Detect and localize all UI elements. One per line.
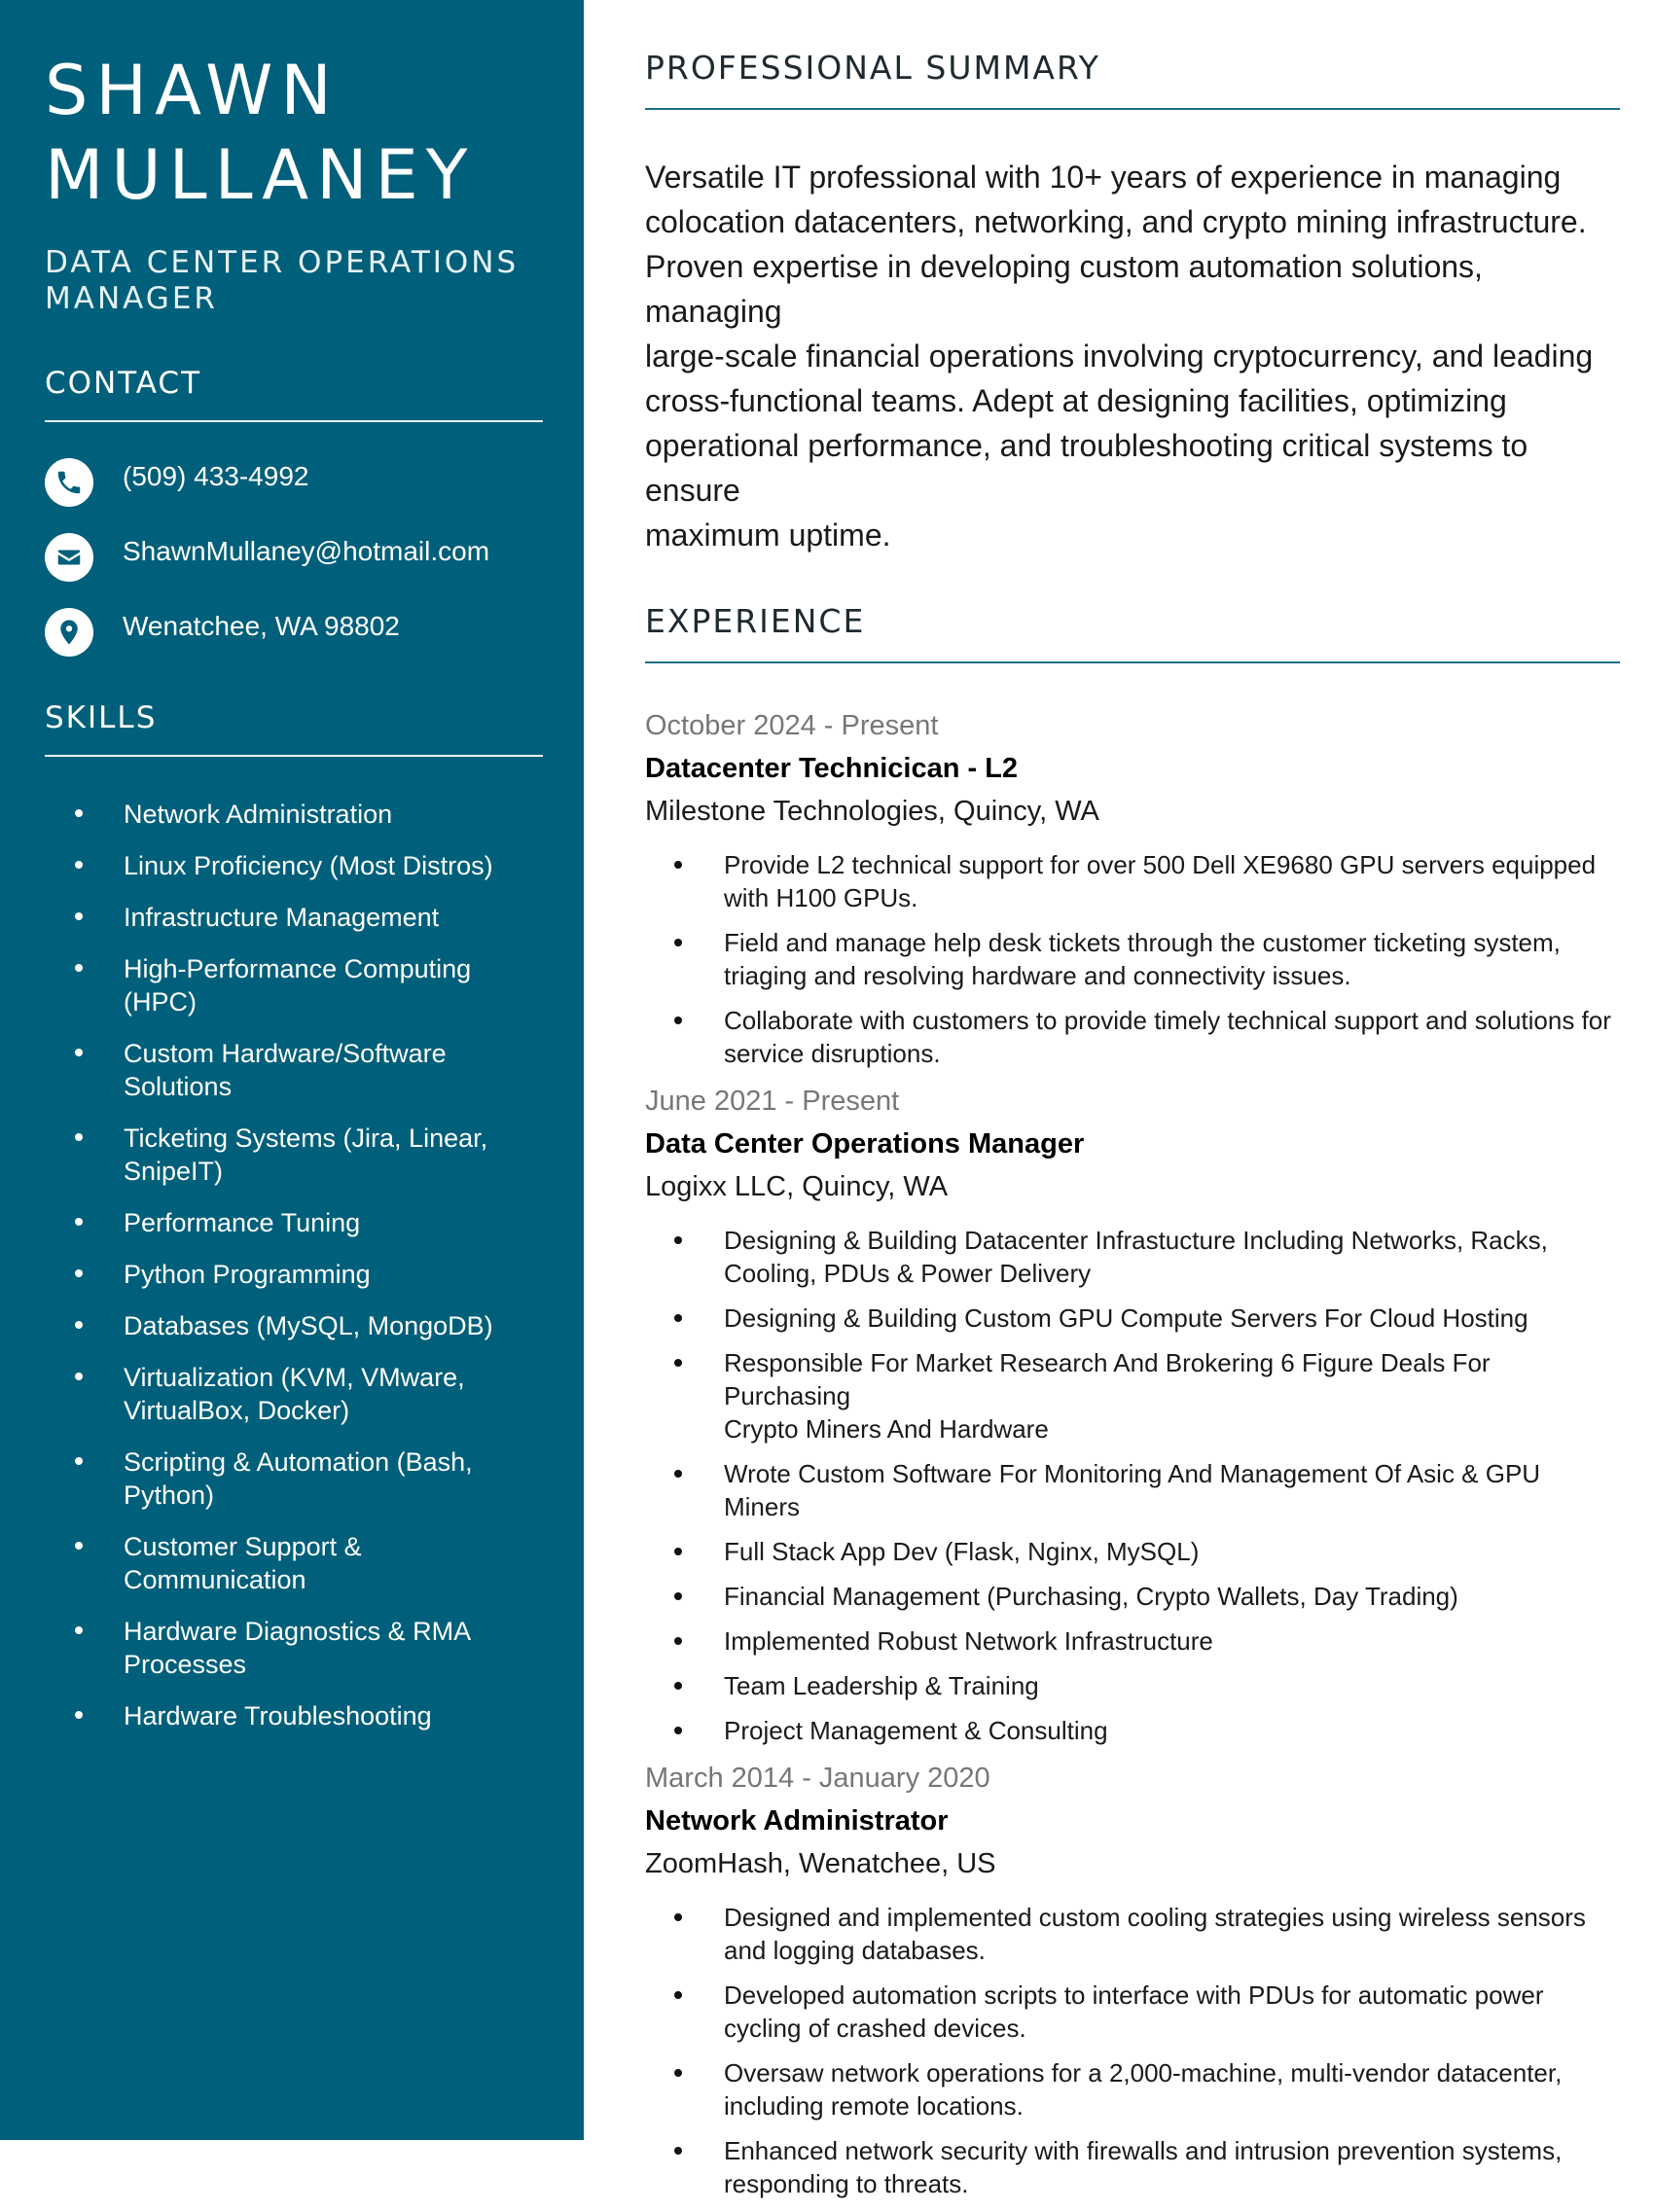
email-address: ShawnMullaney@hotmail.com [123, 536, 490, 566]
job-bullet [645, 1979, 1620, 2045]
bullet-text: and logging databases. [724, 1936, 986, 1965]
job-bullets [645, 848, 1620, 1070]
bullet-icon [674, 1913, 682, 1921]
skill-item [45, 952, 543, 1018]
bullet-text: Crypto Miners And Hardware [724, 1414, 1049, 1444]
skill-item [45, 1309, 543, 1342]
job-company: Milestone Technologies, Quincy, WA [645, 796, 1099, 827]
job-entry [645, 706, 1620, 1070]
bullet-text: including remote locations. [724, 2091, 1024, 2121]
location-text: Wenatchee, WA 98802 [123, 611, 400, 641]
job-date: March 2014 - January 2020 [645, 1763, 990, 1794]
summary-line: maximum uptime. [645, 517, 891, 553]
bullet-text: Provide L2 technical support for over 500 Dell XE9680 GPU servers equipped [724, 850, 1597, 879]
skill-text: Network Administration [124, 800, 393, 829]
summary-line: large-scale financial operations involving cryptocurrency, and leading [645, 339, 1594, 374]
job-bullet [645, 1535, 1620, 1568]
bullet-text: Wrote Custom Software For Monitoring And Management Of Asic & GPU Miners [724, 1459, 1541, 1521]
job-bullet [645, 1346, 1620, 1445]
bullet-icon [674, 1359, 682, 1367]
job-bullet [645, 1901, 1620, 1967]
sidebar [0, 0, 584, 2140]
contact-list [45, 459, 543, 656]
skill-text: Virtualization (KVM, VMware, [124, 1363, 465, 1392]
job-company: ZoomHash, Wenatchee, US [645, 1848, 996, 1879]
bullet-icon [75, 1626, 83, 1634]
bullet-icon [674, 2147, 682, 2155]
skill-text: Ticketing Systems (Jira, Linear, [124, 1124, 488, 1153]
contact-heading: CONTACT [45, 366, 543, 422]
candidate-name [45, 49, 543, 218]
skill-text: Hardware Diagnostics & RMA [124, 1617, 472, 1646]
skill-item [45, 1206, 543, 1239]
bullet-text: Responsible For Market Research And Brokering 6 Figure Deals For Purchasing [724, 1348, 1491, 1410]
skill-text: Solutions [124, 1072, 233, 1101]
bullet-text: Developed automation scripts to interface with PDUs for automatic power [724, 1980, 1544, 2010]
bullet-icon [674, 1236, 682, 1244]
skill-item [45, 901, 543, 934]
bullet-icon [75, 1321, 83, 1329]
skill-item [45, 798, 543, 831]
job-bullets [645, 1901, 1620, 2200]
bullet-text: Designing & Building Custom GPU Compute Servers For Cloud Hosting [724, 1303, 1528, 1333]
location-icon [45, 608, 93, 657]
skills-list [45, 798, 543, 1732]
contact-email [45, 534, 543, 581]
job-bullet [645, 2134, 1620, 2200]
bullet-icon [75, 964, 83, 972]
skill-text: VirtualBox, Docker) [124, 1396, 350, 1425]
bullet-icon [674, 1548, 682, 1555]
skill-text: Processes [124, 1650, 247, 1679]
summary-line: cross-functional teams. Adept at designing facilities, optimizing [645, 383, 1507, 418]
summary-line: Versatile IT professional with 10+ years of experience in managing [645, 160, 1562, 195]
professional-summary [645, 155, 1620, 557]
job-date: June 2021 - Present [645, 1086, 900, 1117]
summary-line: operational performance, and troubleshooting critical systems to ensure [645, 428, 1528, 508]
skill-item [45, 1699, 543, 1732]
skill-text: Hardware Troubleshooting [124, 1701, 432, 1730]
bullet-text: service disruptions. [724, 1039, 941, 1068]
skill-item [45, 1122, 543, 1188]
job-bullet [645, 1624, 1620, 1658]
bullet-icon [674, 1592, 682, 1600]
bullet-icon [674, 1727, 682, 1734]
bullet-text: cycling of crashed devices. [724, 2014, 1026, 2043]
bullet-icon [75, 809, 83, 817]
job-title-line: MANAGER [45, 281, 218, 316]
job-role: Network Administrator [645, 1805, 949, 1837]
first-name: SHAWN [45, 51, 340, 130]
bullet-text: Team Leadership & Training [724, 1671, 1039, 1700]
skill-text: Linux Proficiency (Most Distros) [124, 851, 493, 880]
job-bullet [645, 1714, 1620, 1747]
skill-text: Python) [124, 1481, 215, 1510]
bullet-text: Enhanced network security with firewalls and intrusion prevention systems, [724, 2136, 1563, 2165]
bullet-icon [75, 1711, 83, 1719]
bullet-icon [674, 1017, 682, 1024]
bullet-icon [674, 861, 682, 869]
skill-text: Databases (MySQL, MongoDB) [124, 1311, 493, 1340]
bullet-icon [75, 861, 83, 869]
bullet-icon [674, 939, 682, 946]
phone-icon [45, 458, 93, 507]
contact-phone [45, 459, 543, 506]
job-bullet [645, 1669, 1620, 1702]
job-entry [645, 1759, 1620, 2200]
skill-text: High-Performance Computing (HPC) [124, 954, 472, 1017]
job-bullets [645, 1224, 1620, 1747]
bullet-text: responding to threats. [724, 2169, 969, 2198]
bullet-icon [674, 2069, 682, 2077]
experience-heading: EXPERIENCE [645, 602, 1620, 663]
job-entry [645, 1082, 1620, 1747]
bullet-icon [75, 1269, 83, 1277]
contact-location [45, 609, 543, 656]
job-bullet [645, 1302, 1620, 1335]
bullet-text: triaging and resolving hardware and connectivity issues. [724, 961, 1351, 990]
skill-text: Scripting & Automation (Bash, [124, 1447, 473, 1477]
job-company: Logixx LLC, Quincy, WA [645, 1171, 949, 1202]
bullet-icon [75, 1133, 83, 1141]
job-bullet [645, 1224, 1620, 1290]
summary-line: Proven expertise in developing custom automation solutions, managing [645, 249, 1483, 329]
bullet-icon [674, 1637, 682, 1645]
job-bullet [645, 926, 1620, 992]
bullet-icon [75, 912, 83, 920]
skill-item [45, 1361, 543, 1427]
bullet-text: Implemented Robust Network Infrastructure [724, 1626, 1213, 1656]
skill-text: Performance Tuning [124, 1208, 361, 1237]
main-content [645, 49, 1620, 2212]
job-bullet [645, 848, 1620, 914]
skill-text: Python Programming [124, 1260, 371, 1289]
bullet-icon [75, 1373, 83, 1380]
bullet-text: Cooling, PDUs & Power Delivery [724, 1259, 1092, 1288]
job-title [45, 245, 543, 317]
job-bullet [645, 1457, 1620, 1523]
skills-heading: SKILLS [45, 700, 543, 757]
skill-text: Custom Hardware/Software [124, 1039, 447, 1068]
job-title-line: DATA CENTER OPERATIONS [45, 245, 520, 280]
email-icon [45, 533, 93, 582]
skill-item [45, 1037, 543, 1103]
bullet-icon [674, 1991, 682, 1999]
bullet-text: Collaborate with customers to provide timely technical support and solutions for [724, 1006, 1611, 1035]
job-date: October 2024 - Present [645, 710, 939, 741]
experience-list [645, 706, 1620, 2200]
skill-item [45, 1445, 543, 1512]
skill-text: SnipeIT) [124, 1157, 224, 1186]
bullet-text: Designing & Building Datacenter Infrastucture Including Networks, Racks, [724, 1226, 1548, 1255]
bullet-icon [75, 1218, 83, 1226]
skill-text: Customer Support & Communication [124, 1532, 362, 1594]
phone-number: (509) 433-4992 [123, 461, 309, 491]
job-bullet [645, 1580, 1620, 1613]
bullet-icon [674, 1470, 682, 1478]
skill-item [45, 1530, 543, 1596]
last-name: MULLANEY [45, 135, 476, 215]
job-bullet [645, 2056, 1620, 2123]
bullet-icon [674, 1314, 682, 1322]
summary-line: colocation datacenters, networking, and crypto mining infrastructure. [645, 204, 1587, 239]
bullet-icon [75, 1542, 83, 1550]
bullet-text: Designed and implemented custom cooling strategies using wireless sensors [724, 1903, 1586, 1932]
job-role: Datacenter Technicican - L2 [645, 753, 1019, 784]
bullet-text: Oversaw network operations for a 2,000-machine, multi-vendor datacenter, [724, 2058, 1563, 2087]
skill-item [45, 849, 543, 882]
bullet-icon [75, 1457, 83, 1465]
bullet-text: Field and manage help desk tickets through the customer ticketing system, [724, 928, 1561, 957]
bullet-text: with H100 GPUs. [724, 883, 918, 912]
skill-item [45, 1258, 543, 1291]
bullet-text: Project Management & Consulting [724, 1716, 1108, 1745]
job-bullet [645, 1004, 1620, 1070]
bullet-icon [674, 1682, 682, 1690]
skill-item [45, 1615, 543, 1681]
skill-text: Infrastructure Management [124, 903, 440, 932]
bullet-text: Full Stack App Dev (Flask, Nginx, MySQL) [724, 1537, 1200, 1566]
bullet-icon [75, 1049, 83, 1056]
summary-heading: PROFESSIONAL SUMMARY [645, 49, 1620, 110]
job-role: Data Center Operations Manager [645, 1128, 1085, 1160]
bullet-text: Financial Management (Purchasing, Crypto Wallets, Day Trading) [724, 1582, 1458, 1611]
